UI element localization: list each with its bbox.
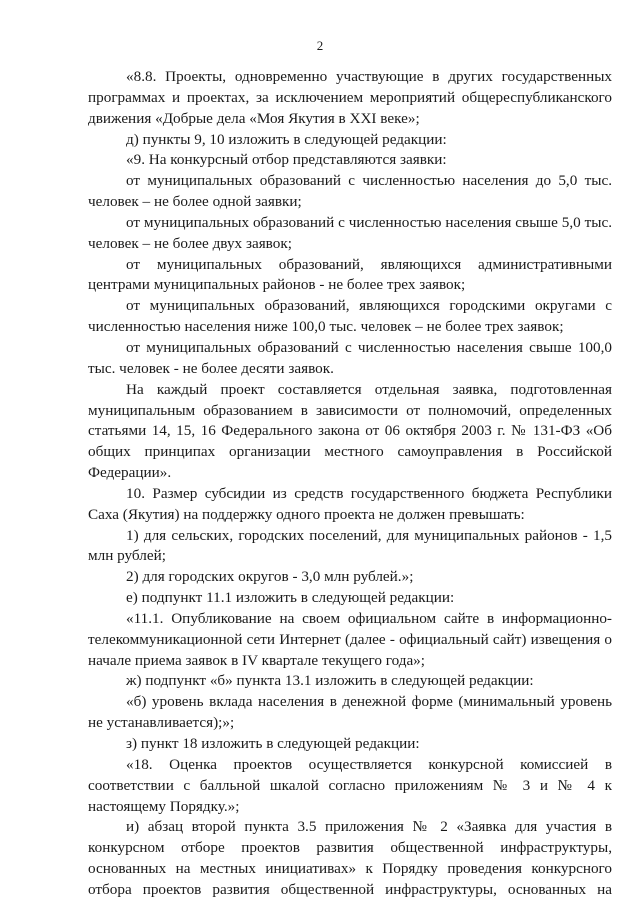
paragraph-9-city-districts: от муниципальных образований, являющихся городскими округами с численностью населения ниже 100,0 тыс. человек – не более трех заявок;: [88, 297, 612, 336]
paragraph-9-medium-municipalities: от муниципальных образований с численностью населения свыше 5,0 тыс. человек – не более двух заявок;: [88, 213, 612, 252]
paragraph-10-item-2: 2) для городских округов - 3,0 млн рублей.»;: [126, 568, 414, 586]
paragraph-9-large-municipalities: от муниципальных образований с численностью населения свыше 100,0 тыс. человек - не более десяти заявок.: [88, 338, 612, 377]
paragraph-13-1-b: «б) уровень вклада населения в денежной форме (минимальный уровень не устанавливается);»;: [88, 693, 612, 732]
paragraph-18: «18. Оценка проектов осуществляется конкурсной комиссией в соответствии с балльной шкалой согласно приложениям № 3 и № 4 к настоящему Порядку.»;: [88, 755, 612, 815]
paragraph-9-small-municipalities: от муниципальных образований с численностью населения до 5,0 тыс. человек – не более одной заявки;: [88, 172, 612, 211]
document-body: [88, 67, 612, 901]
paragraph-item-d: д) пункты 9, 10 изложить в следующей редакции:: [126, 130, 447, 148]
paragraph-9-intro: «9. На конкурсный отбор представляются заявки:: [126, 151, 447, 169]
paragraph-item-zh: ж) подпункт «б» пункта 13.1 изложить в следующей редакции:: [126, 672, 534, 690]
paragraph-10-intro: 10. Размер субсидии из средств государственного бюджета Республики Саха (Якутия) на поддержку одного проекта не должен превышать:: [88, 484, 612, 523]
paragraph-10-item-1: 1) для сельских, городских поселений, для муниципальных районов - 1,5 млн рублей;: [88, 526, 612, 565]
page-number: 2: [316, 38, 324, 53]
paragraph-item-z: з) пункт 18 изложить в следующей редакции:: [126, 735, 420, 752]
paragraph-9-admin-centers: от муниципальных образований, являющихся административными центрами муниципальных районов - не более трех заявок;: [88, 255, 612, 294]
paragraph-8-8: «8.8. Проекты, одновременно участвующие в других государственных программах и проектах, за исключением мероприятий общереспубликанского движения «Добрые дела «Моя Якутия в XXI веке»;: [88, 68, 612, 127]
paragraph-item-e: е) подпункт 11.1 изложить в следующей редакции:: [126, 589, 455, 607]
paragraph-11-1: «11.1. Опубликование на своем официальном сайте в информационно-телекоммуникационной сети Интернет (далее - официальный сайт) извещения о начале приема заявок в IV квартале текущего года»;: [88, 609, 612, 669]
paragraph-item-i: и) абзац второй пункта 3.5 приложения № 2 «Заявка для участия в конкурсном отборе проектов развития общественной инфраструктуры, основанных на местных инициативах» к Порядку проведения конкурсного отбора проектов развития общественной инфраструктуры, основанных на: [88, 818, 612, 898]
paragraph-9-application-note: На каждый проект составляется отдельная заявка, подготовленная муниципальным образованием в зависимости от полномочий, определенных статьями 14, 15, 16 Федерального закона от 06 октября 2003 г. № 131-ФЗ «Об общих принципах организации местного самоуправления в Российской Федерации».: [88, 380, 612, 482]
